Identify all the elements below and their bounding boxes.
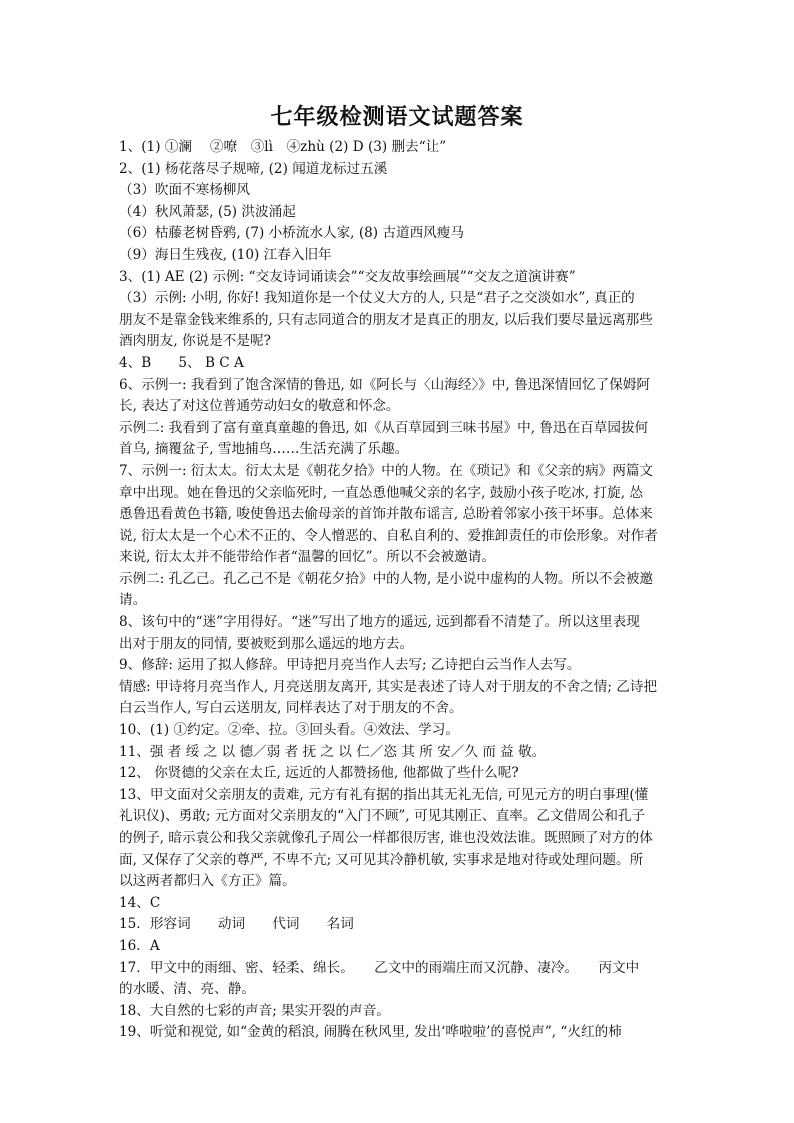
text-line: 6、示例一: 我看到了饱含深情的鲁迅, 如《阿长与〈山海经〉》中, 鲁迅深情回忆了保姆阿 (119, 376, 650, 393)
text-line: 2、(1) 杨花落尽子规啼, (2) 闻道龙标过五溪 (119, 160, 388, 177)
text-line: 示例二: 我看到了富有童真童趣的鲁迅, 如《从百草园到三味书屋》中, 鲁迅在百草园拔何 (119, 419, 649, 436)
text-line: 3、(1) AE (2) 示例: “交友诗词诵读会”“交友故事绘画展”“交友之道演讲赛” (119, 268, 576, 285)
text-line: 15．形容词 动词 代词 名词 (119, 916, 354, 933)
text-line: 长, 表达了对这位普通劳动妇女的敬意和怀念。 (119, 398, 400, 415)
text-line: 面, 又保存了父亲的尊严, 不卑不亢; 又可见其冷静机敏, 实事求是地对待或处理问题。所 (119, 851, 644, 868)
text-line: 朋友不是靠金钱来维系的, 只有志同道合的朋友才是真正的朋友, 以后我们要尽量远离那些 (119, 311, 653, 328)
text-line: 14、C (119, 894, 161, 911)
text-line: 17．甲文中的雨细、密、轻柔、绵长。 乙文中的雨端庄而又沉静、凄冷。 丙文中 (119, 959, 640, 976)
answer-body (119, 137, 679, 1044)
text-line: 12、 你贤德的父亲在太丘, 远近的人都赞扬他, 他都做了些什么呢? (119, 765, 519, 782)
page-title: 七年级检测语文试题答案 (270, 104, 524, 130)
text-line: 16．A (119, 937, 160, 954)
text-line: （6）枯藤老树昏鸦, (7) 小桥流水人家, (8) 古道西风瘦马 (119, 225, 464, 242)
text-line: 18、大自然的七彩的声音; 果实开裂的声音。 (119, 1002, 390, 1019)
text-line: 以这两者都归入《方正》篇。 (119, 873, 296, 890)
text-line: 章中出现。她在鲁迅的父亲临死时, 一直怂恿他喊父亲的名字, 鼓励小孩子吃冰, 打旋, 怂 (119, 484, 643, 501)
text-line: 19、听觉和视觉, 如“金黄的稻浪, 闹腾在秋风里, 发出‘哗啦啦’的喜悦声”, “火红的柿 (119, 1024, 622, 1041)
text-line: 示例二: 孔乙己。孔乙己不是《朝花夕拾》中的人物, 是小说中虚构的人物。所以不会被邀 (119, 570, 654, 587)
text-line: 说, 衍太太是一个心术不正的、令人憎恶的、自私自利的、爱推卸责任的市侩形象。对作者 (119, 527, 658, 544)
text-line: （4）秋风萧瑟, (5) 洪波涌起 (119, 203, 296, 220)
text-line: 请。 (119, 592, 147, 609)
text-line: 恿鲁迅看黄色书籍, 唆使鲁迅去偷母亲的首饰并散布谣言, 总盼着邻家小孩干坏事。总体来 (119, 506, 653, 523)
text-line: 出对于朋友的同情, 要被贬到那么遥远的地方去。 (119, 635, 414, 652)
text-line: 来说, 衍太太并不能带给作者“温馨的回忆”。所以不会被邀请。 (119, 549, 495, 566)
text-line: （3）吹面不寒杨柳风 (119, 182, 250, 199)
text-line: 13、甲文面对父亲朋友的责难, 元方有礼有据的指出其无礼无信, 可见元方的明白事理(懂 (119, 786, 649, 803)
text-line: 7、示例一: 衍太太。衍太太是《朝花夕拾》中的人物。在《琐记》和《父亲的病》两篇文 (119, 462, 654, 479)
text-line: 情感: 甲诗将月亮当作人, 月亮送朋友离开, 其实是表述了诗人对于朋友的不舍之情; 乙诗把 (119, 678, 658, 695)
text-line: 10、(1) ①约定。②牵、拉。③回头看。④效法、学习。 (119, 722, 459, 739)
text-line: 白云当作人, 写白云送朋友, 同样表达了对于朋友的不舍。 (119, 700, 463, 717)
text-line: 9、修辞: 运用了拟人修辞。甲诗把月亮当作人去写; 乙诗把白云当作人去写。 (119, 657, 581, 674)
text-line: 1、(1) ①澜 ②嘹 ③lì ④zhù (2) D (3) 删去“让” (119, 139, 447, 155)
text-line: 礼识仪)、勇敢; 元方面对父亲朋友的“入门不顾”, 可见其刚正、直率。乙文借周公和孔子 (119, 808, 646, 825)
text-line: 11、强 者 绥 之 以 德／弱 者 抚 之 以 仁／恣 其 所 安／久 而 益 敬。 (119, 743, 546, 760)
text-line: 酒肉朋友, 你说是不是呢? (119, 333, 271, 350)
text-line: 8、该句中的“迷”字用得好。“迷”写出了地方的遥远, 远到都看不清楚了。所以这里表现 (119, 614, 640, 631)
text-line: 的水暖、清、亮、静。 (119, 981, 255, 998)
text-line: 首乌, 摘覆盆子, 雪地捕鸟……生活充满了乐趣。 (119, 441, 409, 458)
text-line: （3）示例: 小明, 你好! 我知道你是一个仗义大方的人, 只是“君子之交淡如水”, 真正的 (119, 290, 635, 307)
text-line: （9）海日生残夜, (10) 江春入旧年 (119, 246, 332, 263)
text-line: 4、B 5、 B C A (119, 354, 244, 371)
text-line: 的例子, 暗示袁公和我父亲就像孔子周公一样都很厉害, 谁也没效法谁。既照顾了对方的体 (119, 830, 653, 846)
